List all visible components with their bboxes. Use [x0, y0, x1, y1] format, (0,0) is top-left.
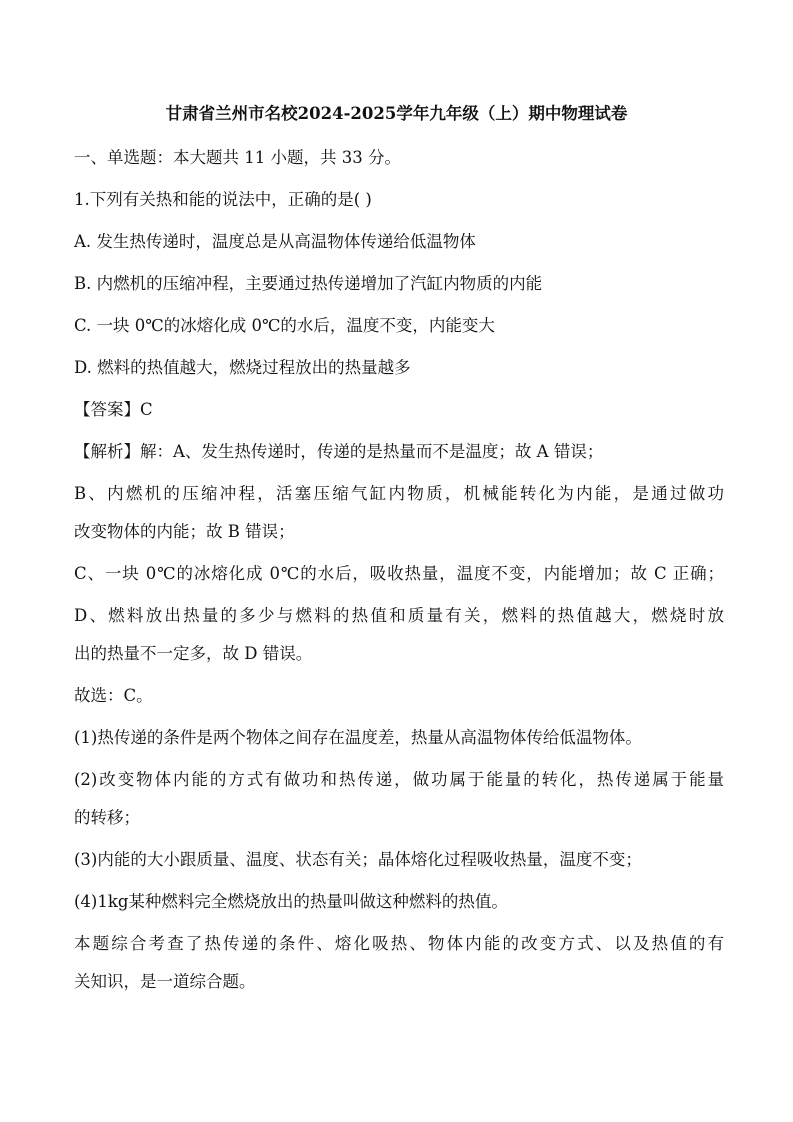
option-b: B. 内燃机的压缩冲程，主要通过热传递增加了汽缸内物质的内能	[74, 274, 543, 293]
key-point-3: (3)内能的大小跟质量、温度、状态有关；晶体熔化过程吸收热量，温度不变；	[74, 850, 642, 869]
answer-line: 【答案】C	[74, 400, 153, 419]
question-stem: 1.下列有关热和能的说法中，正确的是( )	[74, 190, 372, 209]
option-c: C. 一块 0℃的冰熔化成 0℃的水后，温度不变，内能变大	[74, 316, 495, 335]
analysis-line: 改变物体的内能；故 B 错误；	[74, 522, 295, 541]
page-title: 甘肃省兰州市名校2024-2025学年九年级（上）期中物理试卷	[165, 104, 628, 123]
analysis-line: D、燃料放出热量的多少与燃料的热值和质量有关，燃料的热值越大，燃烧时放	[74, 606, 724, 625]
option-d: D. 燃料的热值越大，燃烧过程放出的热量越多	[74, 358, 411, 377]
summary-line: 关知识，是一道综合题。	[74, 972, 256, 991]
choice-line: 故选：C。	[74, 686, 153, 705]
analysis-line: B、内燃机的压缩冲程，活塞压缩气缸内物质，机械能转化为内能，是通过做功	[74, 484, 724, 503]
key-point-4: (4)1kg某种燃料完全燃烧放出的热量叫做这种燃料的热值。	[74, 892, 508, 911]
analysis-line: 【解析】解：A、发生热传递时，传递的是热量而不是温度；故 A 错误；	[74, 442, 604, 461]
summary-line: 本题综合考查了热传递的条件、熔化吸热、物体内能的改变方式、以及热值的有	[74, 934, 724, 953]
analysis-line: C、一块 0℃的冰熔化成 0℃的水后，吸收热量，温度不变，内能增加；故 C 正确；	[74, 564, 724, 583]
key-point-2: (2)改变物体内能的方式有做功和热传递，做功属于能量的转化，热传递属于能量	[74, 770, 724, 789]
key-point-1: (1)热传递的条件是两个物体之间存在温度差，热量从高温物体传给低温物体。	[74, 728, 642, 747]
option-a: A. 发生热传递时，温度总是从高温物体传递给低温物体	[74, 232, 476, 251]
section-heading: 一、单选题：本大题共 11 小题，共 33 分。	[74, 148, 401, 167]
key-point-2-cont: 的转移；	[74, 808, 140, 827]
analysis-line: 出的热量不一定多，故 D 错误。	[74, 644, 313, 663]
